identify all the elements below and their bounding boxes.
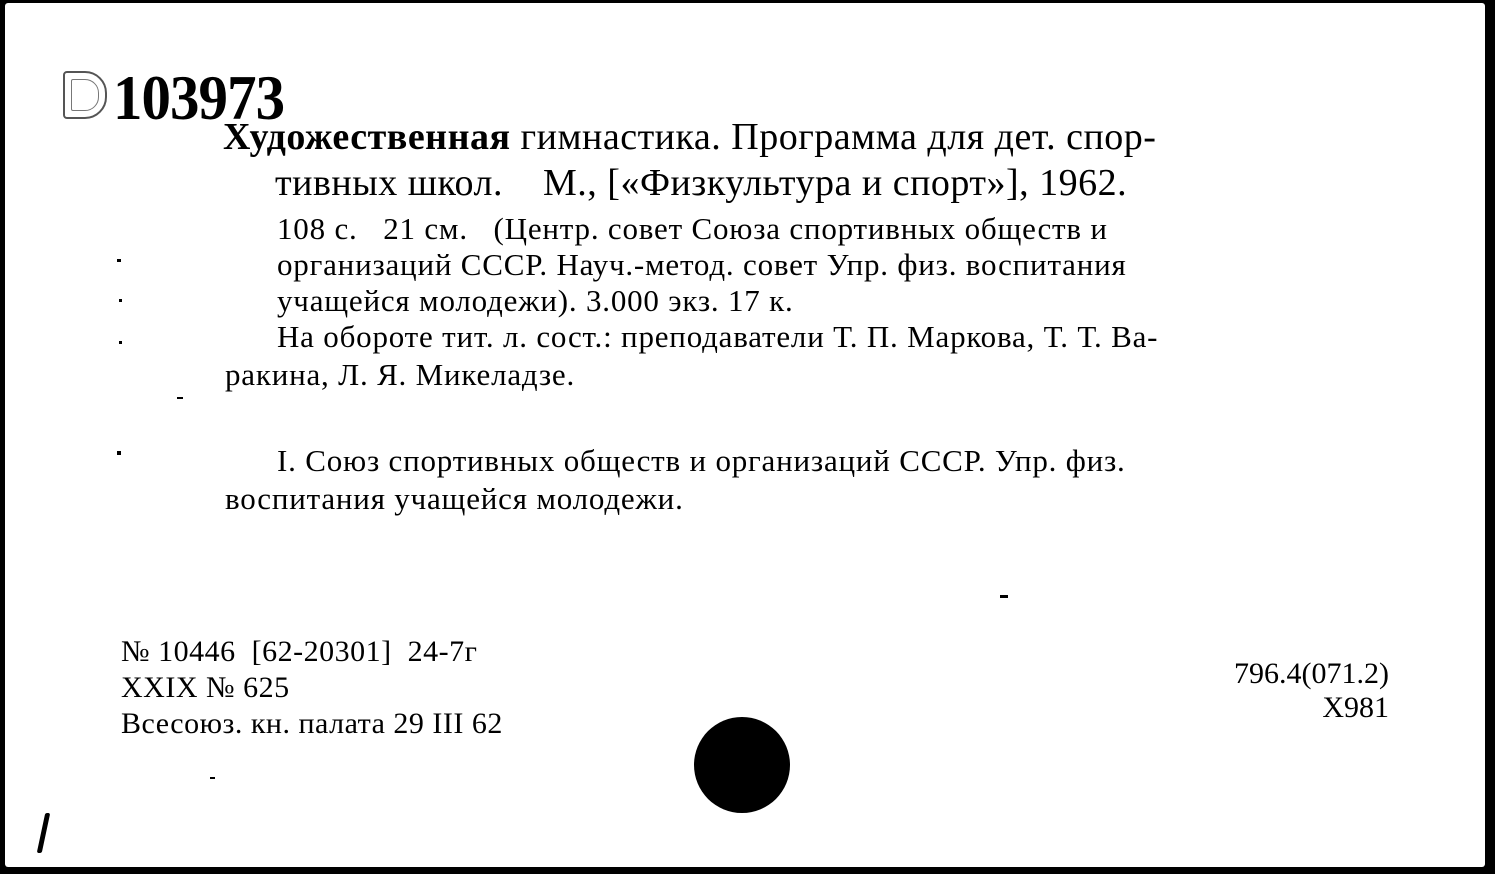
chamber-date: Всесоюз. кн. палата 29 III 62 — [121, 707, 503, 740]
author-mark: Х981 — [1322, 691, 1389, 724]
series-note-line-3: учащейся молодежи). 3.000 экз. 17 к. — [277, 283, 794, 318]
added-entry-line-2: воспитания учащейся молодежи. — [225, 481, 684, 516]
volume-number: XXIX № 625 — [121, 671, 290, 704]
margin-speck — [117, 451, 121, 455]
physical-description: 108 с. 21 см. (Центр. совет Союза спортивных обществ и — [277, 211, 1108, 246]
title-line-2: тивных школ. М., [«Физкультура и спорт»], 1962. — [275, 162, 1128, 204]
compilers-note-line-2: ракина, Л. Я. Микеладзе. — [225, 357, 575, 392]
pen-stroke — [37, 813, 51, 853]
punch-hole — [694, 717, 790, 813]
title-line-1 — [223, 115, 1156, 159]
catalog-card — [5, 3, 1485, 867]
registry-number: № 10446 [62-20301] 24-7г — [121, 635, 478, 668]
series-note-line-2: организаций СССР. Науч.-метод. совет Упр. физ. воспитания — [277, 247, 1127, 282]
margin-speck — [119, 299, 122, 302]
added-entry-line-1: I. Союз спортивных обществ и организаций СССР. Упр. физ. — [277, 443, 1126, 478]
margin-speck — [210, 777, 215, 779]
accession-number: 103973 — [113, 62, 285, 133]
title-bold: Художественная — [223, 116, 511, 158]
margin-speck — [117, 259, 121, 262]
margin-speck — [1000, 595, 1008, 598]
d-stamp-inner-outline — [71, 79, 99, 111]
udc-classification: 796.4(071.2) — [1234, 657, 1389, 690]
title-rest: гимнастика. Программа для дет. спор- — [510, 116, 1157, 158]
margin-speck — [177, 397, 183, 399]
compilers-note-line-1: На обороте тит. л. сост.: преподаватели Т. П. Маркова, Т. Т. Ва- — [277, 319, 1159, 354]
margin-speck — [119, 341, 122, 344]
